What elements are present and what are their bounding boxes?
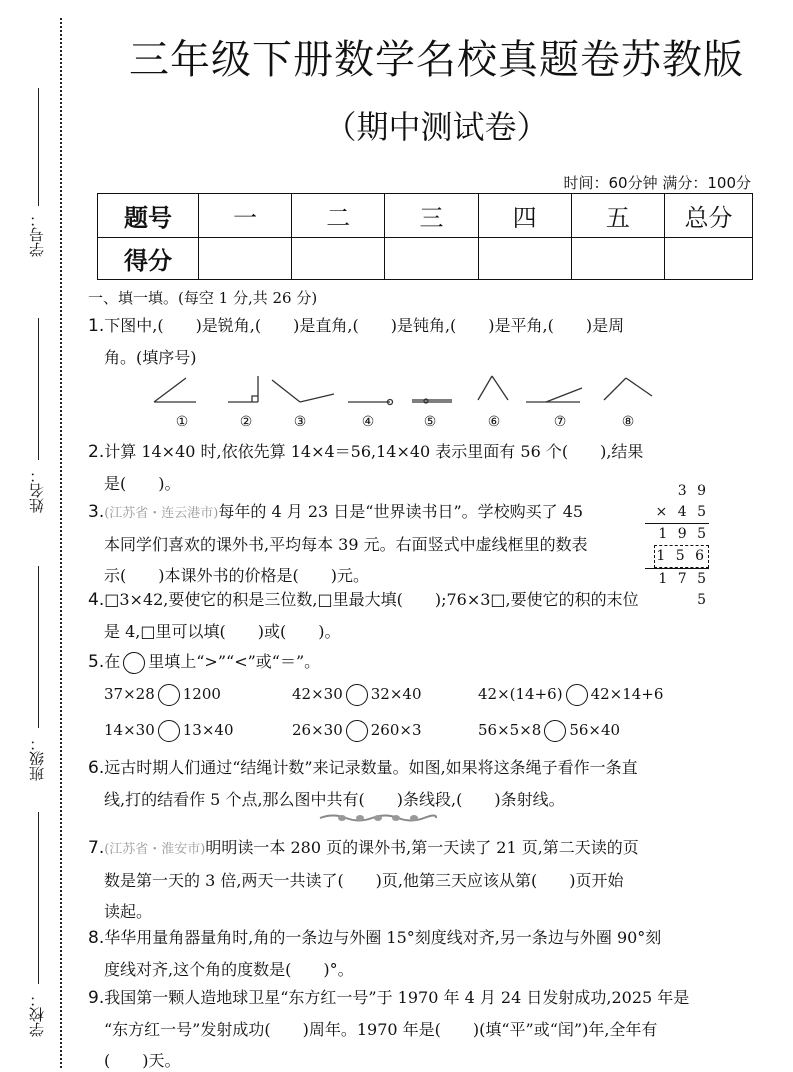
section-note: (每空 1 分,共 26 分)	[178, 289, 318, 307]
score-cell[interactable]	[665, 238, 753, 280]
question-text: 远古时期人们通过“结绳计数”来记录数量。如图,如果将这条绳子看作一条直	[104, 758, 638, 777]
angle-label: ⑤	[423, 414, 437, 430]
angle-label: ②	[239, 414, 253, 430]
comparison-left: 37×28	[104, 685, 155, 703]
question-text: 华华用量角器量角时,角的一条边与外圈 15°刻度线对齐,另一条边与外圈 90°刻	[104, 928, 662, 947]
comparison-circle[interactable]	[158, 720, 180, 742]
class-field[interactable]	[20, 566, 54, 786]
question-text: 明明读一本 280 页的课外书,第一天读了 21 页,第二天读的页	[205, 838, 639, 857]
score-table-header: 总分	[665, 194, 753, 238]
question-number: 8.	[88, 928, 105, 948]
comparison-right: 42×14+6	[590, 685, 664, 703]
comparison-right: 13×40	[182, 721, 234, 739]
comparison-left: 14×30	[104, 721, 155, 739]
angle-drawings	[150, 370, 670, 414]
school-label: 学校：	[28, 992, 46, 1037]
comparison-item	[478, 720, 620, 742]
question-text: 读起。	[104, 902, 153, 921]
score-table-header: 四	[478, 194, 571, 238]
student-number-field[interactable]	[20, 88, 54, 268]
question-text: 计算 14×40 时,依依先算 14×4＝56,14×40 表示里面有 56 个( ),结果	[104, 442, 644, 461]
question-text: 里填上“>”“<”或“＝”。	[148, 652, 321, 671]
question-4	[88, 584, 718, 647]
score-table-header: 二	[292, 194, 385, 238]
question-source: (江苏省・连云港市)	[104, 506, 219, 521]
question-text: 线,打的结看作 5 个点,那么图中共有( )条线段,( )条射线。	[104, 790, 565, 809]
question-text: 角。(填序号)	[104, 348, 197, 367]
class-label: 班级：	[28, 736, 46, 781]
comparison-circle[interactable]	[158, 684, 180, 706]
circle-icon	[123, 652, 145, 674]
section-title: 一、填一填。	[88, 289, 179, 307]
question-text: ( )天。	[104, 1051, 181, 1070]
score-row-label: 得分	[98, 238, 199, 280]
question-number: 9.	[88, 988, 105, 1008]
vertical-partial-1: 1 9 5	[645, 523, 709, 545]
question-text: 度线对齐,这个角的度数是( )°。	[104, 960, 354, 979]
question-text: 我国第一颗人造地球卫星“东方红一号”于 1970 年 4 月 24 日发射成功,2025 年是	[104, 988, 690, 1007]
question-text: 示( )本课外书的价格是( )元。	[104, 566, 369, 585]
section-heading	[88, 287, 317, 308]
page-title: 三年级下册数学名校真题卷苏教版	[129, 37, 744, 83]
question-number: 4.	[88, 590, 105, 610]
question-source: (江苏省・淮安市)	[104, 842, 206, 857]
question-9	[88, 982, 718, 1072]
question-text: “东方红一号”发射成功( )周年。1970 年是( )(填“平”或“闰”)年,全年有	[104, 1020, 658, 1039]
comparison-left: 56×5×8	[478, 721, 542, 739]
question-text: 数是第一天的 3 倍,两天一共读了( )页,他第三天应该从第( )页开始	[104, 871, 624, 890]
student-number-label: 学号：	[28, 212, 46, 257]
student-name-field[interactable]	[20, 318, 54, 518]
score-cell[interactable]	[292, 238, 385, 280]
angle-label: ⑦	[553, 414, 567, 430]
angle-figures	[150, 370, 670, 432]
angle-label: ③	[293, 414, 307, 430]
comparison-circle[interactable]	[544, 720, 566, 742]
question-2	[88, 436, 718, 499]
score-table	[97, 193, 753, 280]
score-table-header-row	[98, 194, 753, 238]
question-text: 在	[104, 652, 121, 671]
comparison-circle[interactable]	[566, 684, 588, 706]
vertical-result: 1 7 5 5	[645, 568, 709, 611]
angle-label: ⑥	[487, 414, 501, 430]
score-table-header: 题号	[98, 194, 199, 238]
comparison-item	[292, 684, 422, 706]
vertical-partial-2-dashed-box: 1 5 6	[654, 545, 709, 568]
angle-label: ⑧	[621, 414, 635, 430]
comparison-right: 56×40	[569, 721, 621, 739]
question-5	[88, 646, 718, 678]
comparison-item	[292, 720, 422, 742]
question-number: 5.	[88, 652, 105, 672]
comparison-circle[interactable]	[346, 720, 368, 742]
comparison-left: 26×30	[292, 721, 343, 739]
question-number: 2.	[88, 442, 105, 462]
question-7	[88, 832, 718, 927]
score-table-header: 五	[571, 194, 664, 238]
question-1	[88, 310, 718, 373]
comparison-item	[104, 684, 221, 706]
score-cell[interactable]	[199, 238, 292, 280]
comparison-right: 1200	[182, 685, 221, 703]
comparison-item	[104, 720, 234, 742]
score-cell[interactable]	[385, 238, 478, 280]
question-6	[88, 752, 718, 815]
question-number: 1.	[88, 316, 105, 336]
score-cell[interactable]	[478, 238, 571, 280]
angle-label: ①	[175, 414, 189, 430]
cut-line	[60, 18, 62, 1068]
vertical-multiplier: × 4 5	[655, 504, 709, 520]
angle-label: ④	[361, 414, 375, 430]
score-cell[interactable]	[571, 238, 664, 280]
question-text: 是 4,□里可以填( )或( )。	[104, 622, 341, 641]
question-number: 3.	[88, 502, 105, 522]
comparison-circle[interactable]	[346, 684, 368, 706]
question-text: 下图中,( )是锐角,( )是直角,( )是钝角,( )是平角,( )是周	[104, 316, 625, 335]
page-subtitle: （期中测试卷）	[324, 108, 549, 146]
question-number: 6.	[88, 758, 105, 778]
knotted-rope-figure	[318, 810, 438, 826]
question-text: 本同学们喜欢的课外书,平均每本 39 元。右面竖式中虚线框里的数表	[104, 535, 588, 554]
student-name-label: 姓名：	[28, 468, 46, 513]
question-text: □3×42,要使它的积是三位数,□里最大填( );76×3□,要使它的积的末位	[104, 590, 639, 609]
comparison-right: 32×40	[370, 685, 422, 703]
comparison-right: 260×3	[370, 721, 422, 739]
score-table-header: 一	[199, 194, 292, 238]
comparison-item	[478, 684, 663, 706]
binding-margin	[0, 0, 80, 1072]
question-number: 7.	[88, 838, 105, 858]
time-info: 时间：60分钟 满分：100分	[563, 174, 751, 192]
question-text: 是( )。	[104, 474, 181, 493]
question-8	[88, 922, 718, 985]
comparison-left: 42×(14+6)	[478, 685, 563, 703]
question-text: 每年的 4 月 23 日是“世界读书日”。学校购买了 45	[218, 502, 584, 521]
score-table-score-row	[98, 238, 753, 280]
comparison-left: 42×30	[292, 685, 343, 703]
school-field[interactable]	[20, 812, 54, 1042]
score-table-header: 三	[385, 194, 478, 238]
vertical-top: 3 9	[677, 483, 709, 499]
question-3	[88, 496, 648, 591]
